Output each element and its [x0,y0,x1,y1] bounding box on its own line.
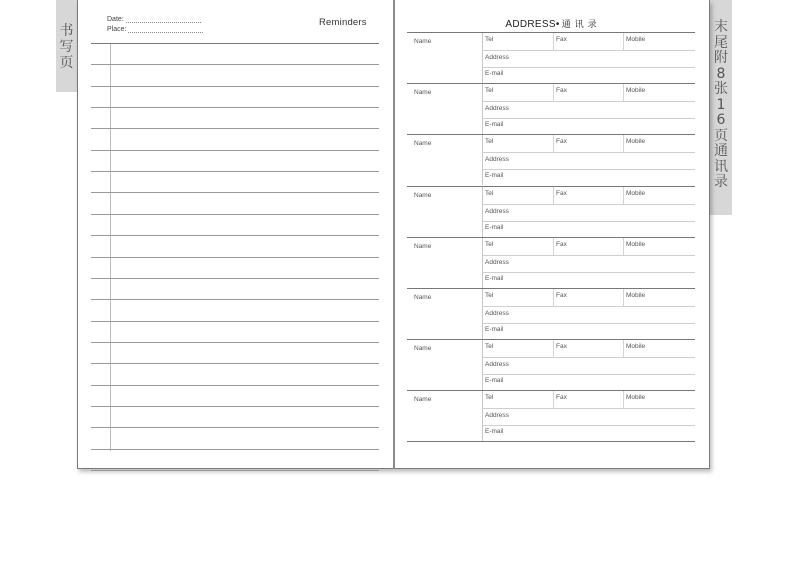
ruled-line [91,171,379,172]
cell-divider [623,238,624,255]
page-title: Reminders [319,17,367,28]
row-divider [483,221,695,222]
notebook-spread [77,0,710,469]
side-tab-address-note [710,0,732,215]
email-label: E-mail [485,326,504,333]
place-label: Place: [107,26,127,33]
cell-divider [553,33,554,50]
name-label: Name [414,294,432,301]
address-entry [407,390,695,442]
date-label: Date: [107,16,124,23]
ruled-line [91,257,379,258]
ruled-line [91,128,379,129]
name-divider [482,135,483,185]
row-divider [483,152,695,153]
place-field[interactable] [128,26,203,33]
tel-label: Tel [485,343,494,351]
tel-label: Tel [485,292,494,299]
name-label: Name [414,242,432,250]
cell-divider [623,84,624,101]
cell-divider [623,187,624,204]
address-title [395,17,711,30]
cell-divider [623,33,624,50]
right-tab-char: 末 [714,19,728,35]
address-label: Address [485,258,509,266]
ruled-line [91,449,379,450]
cell-divider [553,187,554,204]
address-page [395,0,711,469]
email-label: E-mail [485,274,504,282]
address-entry [407,339,695,390]
name-label: Name [414,38,432,45]
right-tab-char: 尾 [714,34,728,51]
address-label: Address [485,361,509,369]
email-label: E-mail [485,223,504,231]
cell-divider [553,289,554,306]
left-tab-char: 页 [59,55,74,71]
row-divider [483,50,695,51]
row-divider [483,323,695,324]
ruled-line [91,214,379,215]
fax-label: Fax [556,189,567,197]
name-divider [482,33,483,83]
name-divider [482,289,483,339]
ruled-line [91,150,379,151]
right-tab-char: 8 [716,65,726,82]
row-divider [483,204,695,205]
right-tab-char: 附 [714,50,728,66]
email-label: E-mail [485,70,504,77]
ruled-line [91,427,379,428]
right-tab-char: 1 [716,96,726,113]
ruled-line [91,363,379,364]
name-label: Name [414,345,432,353]
right-tab-char: 页 [714,127,728,144]
mobile-label: Mobile [626,36,646,43]
right-tab-char: 录 [714,174,728,190]
name-divider [482,187,483,237]
ruled-line [91,342,379,343]
name-divider [482,84,483,134]
row-divider [483,408,695,409]
name-divider [482,238,483,288]
address-entry [407,134,695,185]
address-title-cn: 通讯录 [561,20,601,30]
cell-divider [553,391,554,408]
cell-divider [623,391,624,408]
address-label: Address [485,412,509,420]
address-entry [407,237,695,288]
row-divider [483,118,695,119]
tel-label: Tel [485,36,494,43]
ruled-line [91,86,379,87]
name-divider [482,340,483,390]
ruled-line [91,235,379,236]
address-entry [407,83,695,134]
side-tab-writing-page [56,0,77,92]
address-title-en: ADDRESS [505,19,556,30]
fax-label: Fax [556,240,567,248]
tel-label: Tel [485,394,494,402]
tel-label: Tel [485,240,494,248]
row-divider [483,169,695,170]
ruled-line [91,107,379,108]
name-divider [482,391,483,441]
right-tab-char: 讯 [714,158,728,175]
row-divider [483,306,695,307]
row-divider [483,255,695,256]
ruled-line [91,64,379,65]
reminders-page [78,0,393,469]
address-entry [407,288,695,339]
address-title-sep: • [555,19,560,30]
mobile-label: Mobile [626,138,646,146]
cell-divider [623,340,624,357]
name-label: Name [414,191,432,199]
fax-label: Fax [556,36,567,43]
address-label: Address [485,310,509,317]
right-tab-char: 通 [714,143,728,159]
fax-label: Fax [556,87,567,95]
ruled-line [91,299,379,300]
mobile-label: Mobile [626,343,646,351]
date-place-block [107,13,203,33]
row-divider [483,67,695,68]
ruled-line [91,385,379,386]
name-label: Name [414,396,432,404]
fax-label: Fax [556,138,567,146]
margin-line [110,44,111,451]
fax-label: Fax [556,343,567,351]
tel-label: Tel [485,189,494,197]
cell-divider [553,238,554,255]
cell-divider [553,135,554,152]
address-label: Address [485,207,509,215]
address-label: Address [485,156,509,164]
right-tab-char: 6 [716,112,726,128]
cell-divider [623,135,624,152]
email-label: E-mail [485,428,504,436]
fax-label: Fax [556,394,567,402]
tel-label: Tel [485,87,494,95]
mobile-label: Mobile [626,87,646,95]
ruled-line [91,192,379,193]
row-divider [483,101,695,102]
email-label: E-mail [485,172,504,180]
ruled-line [91,406,379,407]
name-label: Name [414,89,432,97]
row-divider [483,425,695,426]
ruled-line [91,470,379,471]
cell-divider [553,340,554,357]
left-tab-char: 书 [59,23,74,39]
date-field[interactable] [126,16,201,23]
address-label: Address [485,105,509,113]
mobile-label: Mobile [626,292,646,299]
mobile-label: Mobile [626,240,646,248]
row-divider [483,374,695,375]
address-entry [407,32,695,83]
mobile-label: Mobile [626,394,646,402]
address-entry [407,186,695,237]
row-divider [483,357,695,358]
ruled-line [91,321,379,322]
cell-divider [623,289,624,306]
ruled-line [91,43,379,44]
tel-label: Tel [485,138,494,146]
ruled-line [91,278,379,279]
row-divider [483,272,695,273]
right-tab-char: 张 [714,81,728,97]
mobile-label: Mobile [626,189,646,197]
left-tab-char: 写 [59,39,74,55]
email-label: E-mail [485,121,504,129]
email-label: E-mail [485,377,504,385]
cell-divider [553,84,554,101]
fax-label: Fax [556,292,567,299]
address-label: Address [485,54,509,61]
name-label: Name [414,140,432,148]
